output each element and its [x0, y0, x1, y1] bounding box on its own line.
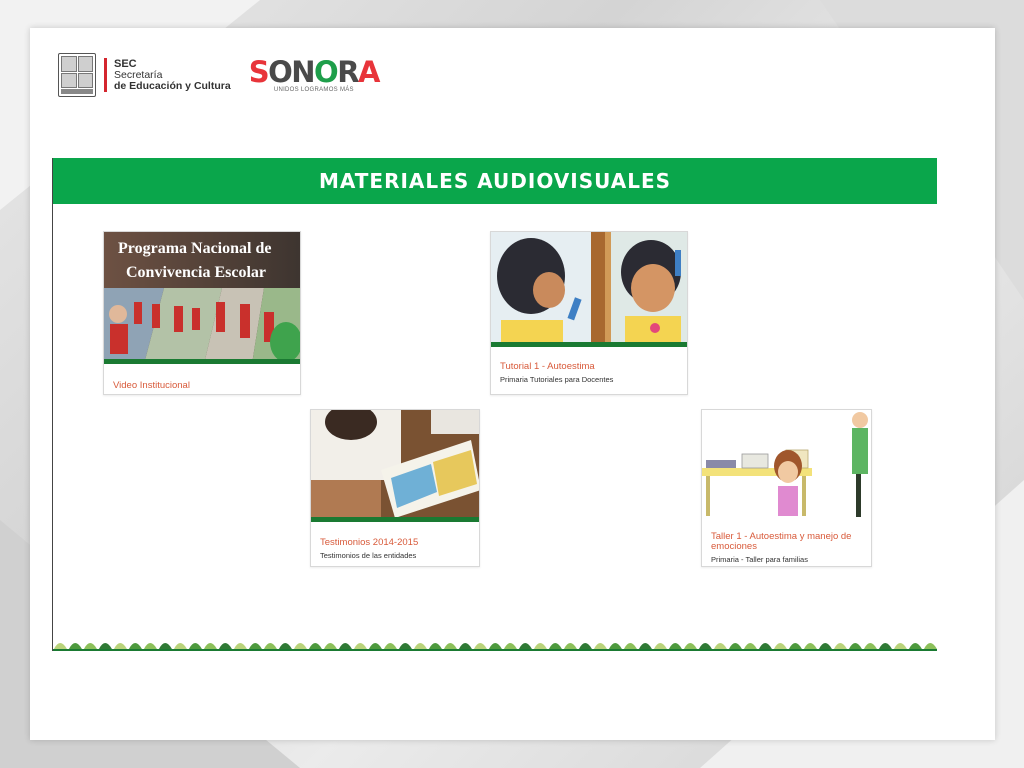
leaf-shape	[383, 643, 398, 651]
leaf-shape	[563, 643, 578, 651]
materials-banner	[53, 158, 937, 204]
leaf-shape	[623, 643, 638, 651]
leaf-shape	[533, 643, 548, 651]
card-subtitle: Testimonios de las entidades	[320, 551, 417, 560]
video-thumbnail	[311, 410, 479, 522]
banner-title: MATERIALES AUDIOVISUALES	[318, 169, 672, 193]
card-title: Video Institucional	[113, 380, 190, 391]
leaf-shape	[353, 643, 368, 651]
leaf-shape	[413, 643, 428, 651]
leaf-shape	[98, 643, 113, 651]
convivencia-thumbnail-image	[104, 232, 300, 364]
leaf-shape	[668, 643, 683, 651]
leaf-shape	[608, 643, 623, 651]
leaf-shape	[188, 643, 203, 651]
sec-line-1: Secretaría	[114, 68, 163, 81]
thumb-title-line-2: Convivencia Escolar	[126, 264, 266, 281]
materials-panel	[52, 158, 936, 651]
video-card-tutorial-autoestima[interactable]	[490, 231, 688, 395]
leaf-shape	[743, 643, 758, 651]
leaf-shape	[113, 643, 128, 651]
sec-title: SEC	[114, 57, 137, 70]
leaf-shape	[593, 643, 608, 651]
leaf-shape	[83, 643, 98, 651]
leaf-shape	[173, 643, 188, 651]
video-thumbnail	[104, 232, 300, 364]
leaf-shape	[653, 643, 668, 651]
leaf-shape	[233, 643, 248, 651]
video-thumbnail	[491, 232, 687, 347]
leaf-shape	[368, 643, 383, 651]
leaf-shape	[503, 643, 518, 651]
leaf-shape	[398, 643, 413, 651]
leaf-shape	[893, 643, 908, 651]
leaf-shape	[323, 643, 338, 651]
leaf-shape	[818, 643, 833, 651]
leaf-shape	[683, 643, 698, 651]
leaf-shape	[698, 643, 713, 651]
leaf-shape	[68, 643, 83, 651]
leaf-shape	[143, 643, 158, 651]
sec-divider	[104, 58, 107, 92]
leaf-shape	[458, 643, 473, 651]
card-title: Tutorial 1 - Autoestima	[500, 361, 595, 372]
leaf-shape	[293, 643, 308, 651]
mirror-girl-thumbnail-image	[491, 232, 687, 347]
leaf-shape	[518, 643, 533, 651]
video-card-testimonios[interactable]	[310, 409, 480, 567]
leaf-shape	[638, 643, 653, 651]
leaf-shape	[803, 643, 818, 651]
leaf-shape	[713, 643, 728, 651]
leaf-shape	[128, 643, 143, 651]
state-seal-icon	[58, 53, 96, 97]
slide-sheet	[30, 28, 995, 740]
leaf-shape	[908, 643, 923, 651]
header-logos	[58, 50, 379, 100]
card-title: Testimonios 2014-2015	[320, 537, 419, 548]
leaf-shape	[443, 643, 458, 651]
leaf-shape	[248, 643, 263, 651]
thumb-title-line-1: Programa Nacional de	[118, 240, 272, 257]
leaf-shape	[158, 643, 173, 651]
leaf-shape	[428, 643, 443, 651]
card-title: Taller 1 - Autoestima y manejo de emociones	[711, 531, 852, 552]
leaf-shape	[833, 643, 848, 651]
leaf-shape	[278, 643, 293, 651]
leaf-shape	[203, 643, 218, 651]
leaf-shape	[488, 643, 503, 651]
leaf-shape	[338, 643, 353, 651]
leaf-shape	[848, 643, 863, 651]
card-subtitle: Primaria - Taller para familias	[711, 555, 808, 564]
sonora-tagline: UNIDOS LOGRAMOS MÁS	[273, 86, 354, 93]
leaf-shape	[788, 643, 803, 651]
sonora-logo	[248, 54, 379, 93]
sec-line-2: de Educación y Cultura	[114, 79, 231, 92]
leaf-shape	[923, 643, 937, 651]
sec-logo-text	[114, 59, 231, 92]
card-subtitle: Primaria Tutoriales para Docentes	[500, 375, 614, 384]
decorative-leaf-border	[53, 637, 937, 651]
student-reading-thumbnail-image	[311, 410, 479, 522]
leaf-shape	[578, 643, 593, 651]
leaf-shape	[263, 643, 278, 651]
leaf-shape	[53, 643, 68, 651]
sonora-wordmark: SONORA	[248, 54, 379, 89]
video-card-institucional[interactable]	[103, 231, 301, 395]
leaf-shape	[758, 643, 773, 651]
leaf-shape	[863, 643, 878, 651]
video-card-taller-autoestima[interactable]	[701, 409, 872, 567]
leaf-shape	[773, 643, 788, 651]
leaf-shape	[218, 643, 233, 651]
leaf-shape	[878, 643, 893, 651]
leaf-shape	[308, 643, 323, 651]
leaf-shape	[473, 643, 488, 651]
leaf-shape	[728, 643, 743, 651]
video-thumbnail	[702, 410, 871, 522]
family-workshop-thumbnail-image	[702, 410, 871, 522]
leaf-shape	[548, 643, 563, 651]
